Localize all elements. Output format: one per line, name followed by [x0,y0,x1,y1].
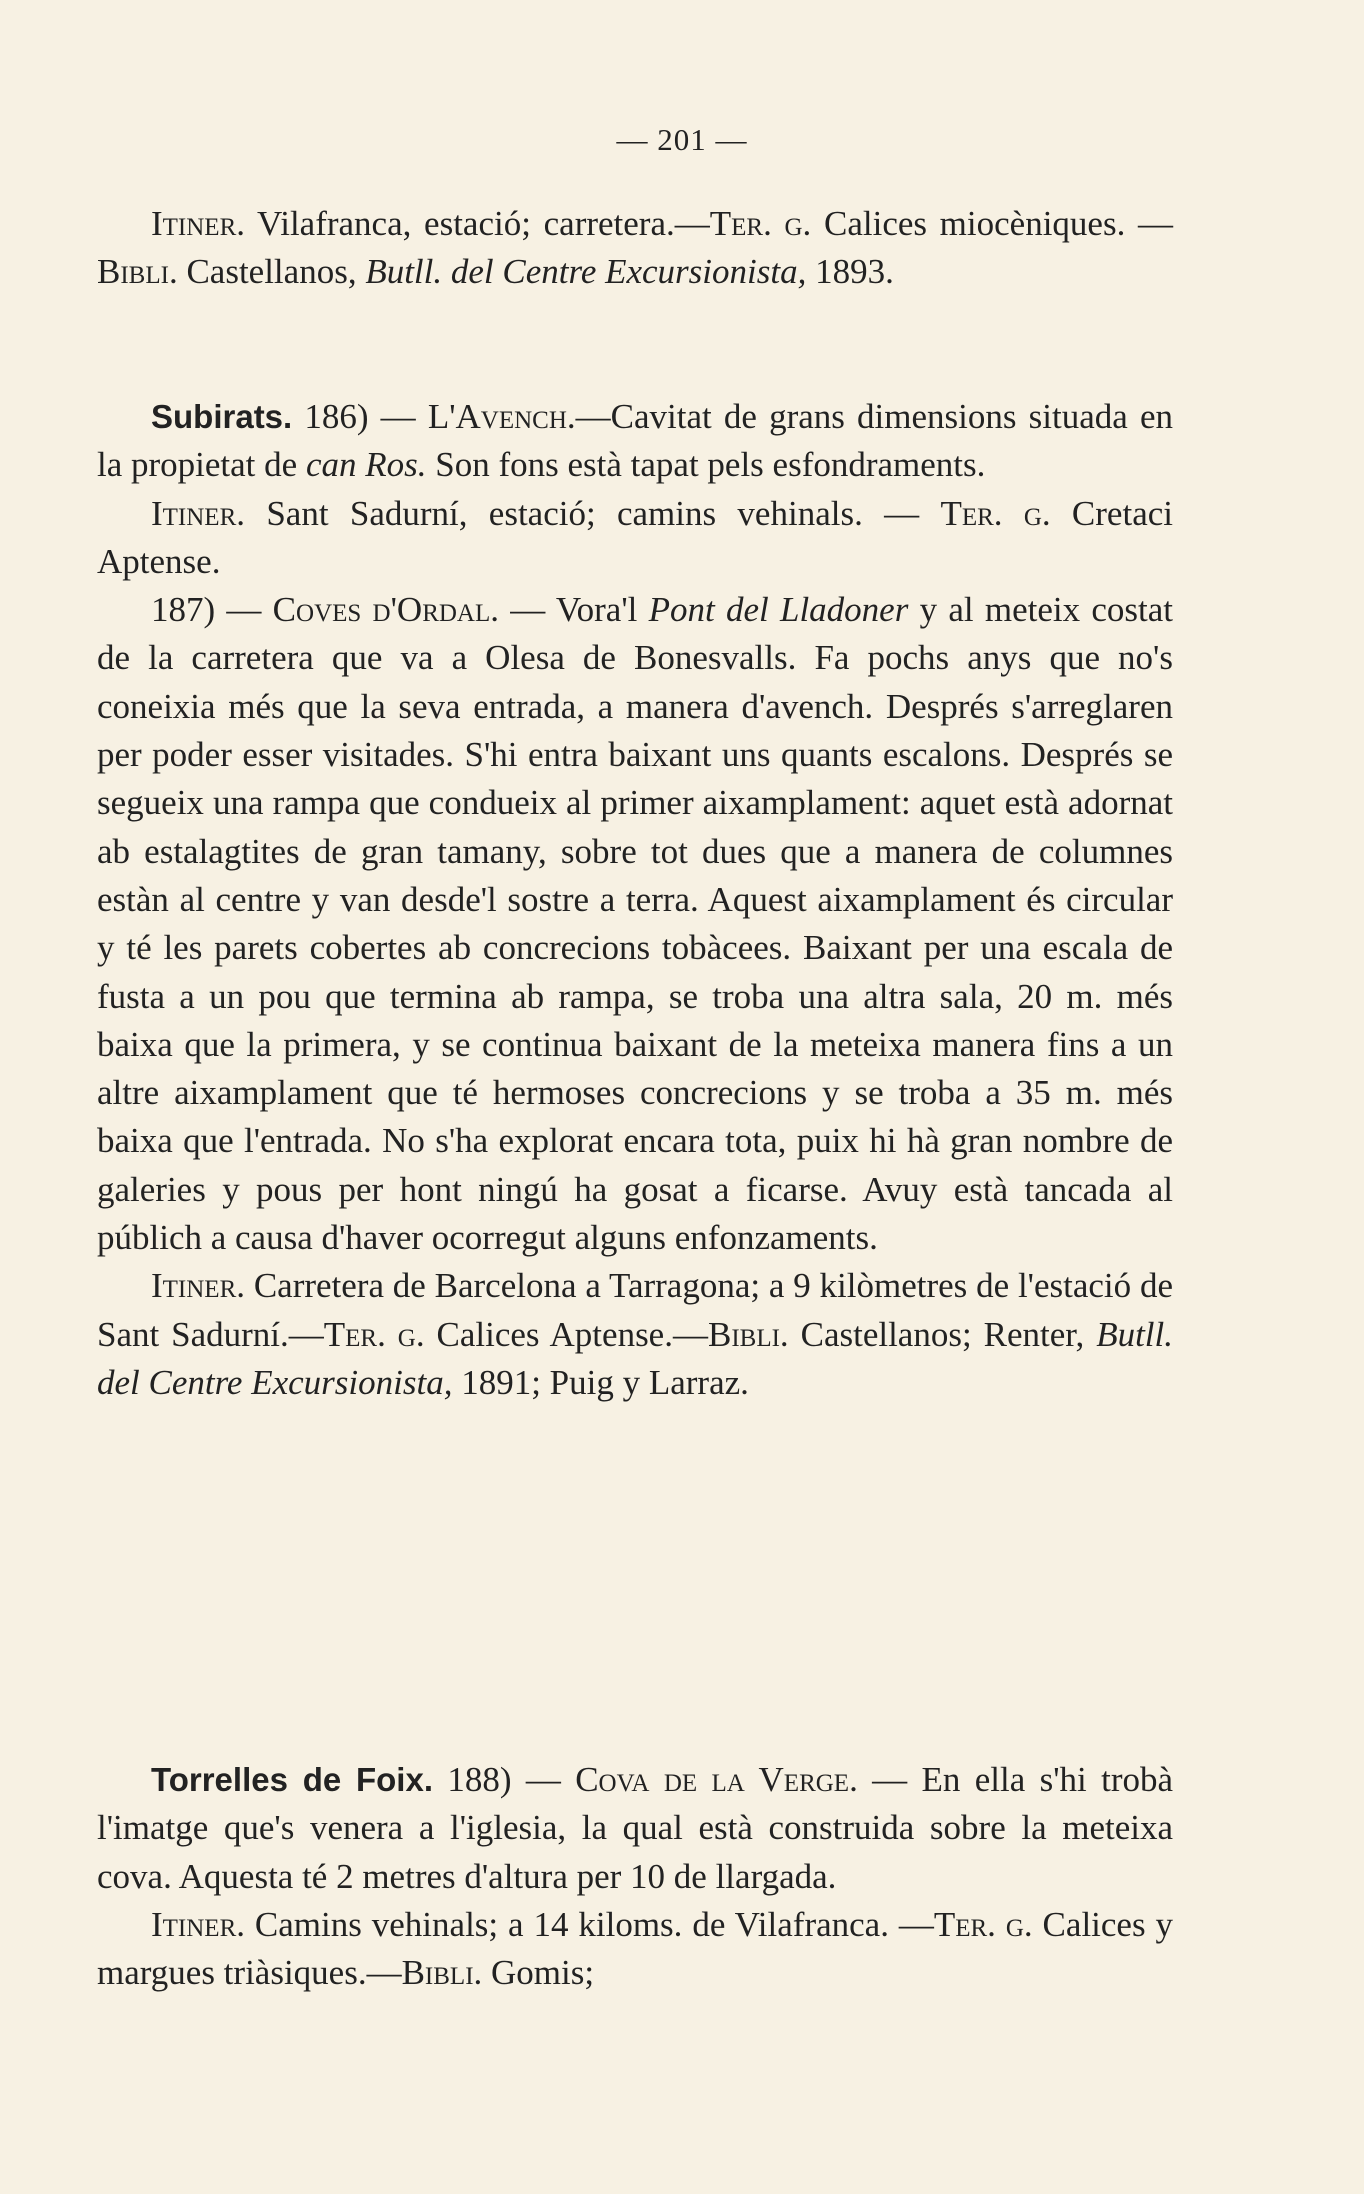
entry-torrelles-itinerary [97,1901,1173,1998]
text-run: 1891; Puig y Larraz. [452,1362,749,1402]
text-run: y al meteix costat de la carretera que va a Olesa de Bonesvalls. Fa pochs anys que no's coneixia més que la seva entrada, a manera d'avench. Després s'arreglaren per poder esser visitades. S'hi entra baixant uns quants escalons. Després se segueix una rampa que condueix al primer aixamplament: aquet està adornat ab estalagtites de gran tamany, sobre tot dues que a manera de columnes estàn al centre y van desde'l sostre a terra. Aquest aixamplament és circular y té les parets cobertes ab concrecions tobàcees. Baixant per una escala de fusta a un pou que termina ab rampa, se troba una altra sala, 20 m. més baixa que la primera, y se continua baixant de la meteixa manera fins a un altre aixamplament que té hermoses concrecions y se troba a 35 m. més baixa que l'entrada. No s'ha explorat encara tota, puix hi hà gran nombre de galeries y pous per hont ningú ha gosat a ficarse. Avuy està tancada al públich a causa d'haver ocorregut alguns enfonzaments. [97,590,1173,1258]
text-run: Calices miocèniques. — [811,204,1173,243]
text-run: —Cavitat de grans dimensions situada en la propietat de [97,397,1173,485]
text-run: 187) — [151,590,273,630]
text-run: Son fons està tapat pels esfondraments. [426,445,986,485]
text-run: Sant Sadurní, estació; camins vehinals. — [245,493,941,533]
entry-subirats-paragraph-1 [97,393,1173,490]
italic-citation: Butll. del Centre Excursionista, [97,1314,1173,1402]
small-caps-label: Itiner. [151,204,246,243]
small-caps-label: Ter. g. [933,1904,1033,1944]
small-caps-label: Ter. g. [940,493,1051,533]
text-run: Cretaci Aptense. [97,493,1173,581]
text-run: Castellanos, [177,252,366,292]
entry-torrelles-paragraph-1 [97,1756,1173,1901]
entry-torrelles [97,1756,1173,1997]
small-caps-label: Itiner. [151,493,246,533]
italic-citation: can Ros. [305,445,427,485]
text-run: 1893. [806,252,894,292]
small-caps-label: Ter. g. [323,1314,425,1354]
text-run: Gomis; [482,1953,595,1993]
italic-citation: Pont del Lladoner [648,590,909,630]
entry-heading-torrelles: Torrelles de Foix. [151,1761,433,1798]
text-run: Calices Aptense.— [424,1314,708,1354]
itinerary-paragraph [97,200,1173,297]
small-caps-label: Bibli. [97,252,178,292]
small-caps-label: Bibli. [707,1314,789,1354]
entry-subirats-itinerary [97,490,1173,587]
page-number: — 201 — [616,122,748,157]
text-run: Castellanos; Renter, [788,1314,1097,1354]
italic-citation: Butll. del Centre Excursionista, [365,252,807,292]
entry-coves-ordal-itinerary [97,1262,1173,1407]
small-caps-label: L'Avench. [427,397,576,436]
small-caps-label: Cova de la Verge. [575,1760,858,1799]
entry-coves-ordal [97,586,1173,1262]
small-caps-label: Itiner. [151,1266,246,1306]
text-run: Carretera de Barcelona a Tarragona; a 9 kilòmetres de l'estació de Sant Sadurní.— [97,1266,1173,1354]
text-run: Vilafranca, estació; carretera.— [245,204,710,243]
text-run: — En ella s'hi trobà l'imatge que's venera a l'iglesia, la qual està construida sobre la meteixa cova. Aquesta té 2 metres d'altura per 10 de llargada. [97,1760,1174,1896]
small-caps-label: Ter. g. [709,204,812,243]
text-run: Camins vehinals; a 14 kiloms. de Vilafranca. — [245,1904,934,1944]
entry-subirats [97,393,1173,1407]
small-caps-label: Coves d'Ordal. [272,590,499,630]
small-caps-label: Bibli. [401,1953,483,1993]
text-run: 186) — [292,397,428,436]
small-caps-label: Itiner. [151,1904,246,1944]
itinerary-block-vilafranca [97,200,1173,297]
text-run: 188) — [433,1760,576,1799]
text-run: — Vora'l [499,590,649,630]
entry-heading-subirats: Subirats. [151,398,293,435]
text-run: Calices y margues triàsiques.— [97,1904,1173,1993]
